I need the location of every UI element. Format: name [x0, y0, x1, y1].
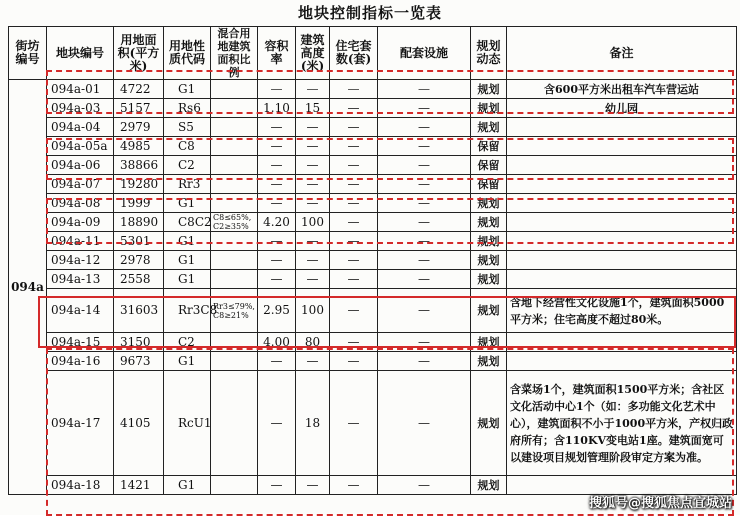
mix-ratio	[211, 371, 258, 476]
note-value	[507, 333, 737, 352]
plot-area: 4722	[114, 80, 164, 99]
note-value	[507, 194, 737, 213]
plot-area: 18890	[114, 213, 164, 232]
plot-code: 094a-06	[47, 156, 114, 175]
use-code: G1	[164, 270, 211, 289]
plot-code: 094a-16	[47, 352, 114, 371]
table-wrapper	[8, 26, 736, 495]
use-code: G1	[164, 194, 211, 213]
far-value: —	[258, 251, 296, 270]
header-plot-code: 地块编号	[47, 27, 114, 80]
far-value: —	[258, 118, 296, 137]
header-units: 住宅套数(套)	[330, 27, 378, 80]
far-value: —	[258, 270, 296, 289]
mix-ratio	[211, 333, 258, 352]
header-area: 用地面积(平方米)	[114, 27, 164, 80]
plot-code: 094a-08	[47, 194, 114, 213]
mix-ratio	[211, 194, 258, 213]
mix-ratio	[211, 476, 258, 495]
mix-ratio	[211, 118, 258, 137]
plot-code: 094a-07	[47, 175, 114, 194]
status-value: 规划	[471, 333, 507, 352]
note-value: 含菜场1个，建筑面积1500平方米；含社区文化活动中心1个（如：多功能文化艺术中心），建筑面积不小于1000平方米，产权归政府所有；含110KV变电站1座。建筑面宽可以建设项目规划管理阶段审定方案为准。	[507, 371, 737, 476]
units-value: —	[330, 99, 378, 118]
facilities-value: —	[378, 137, 471, 156]
table-row	[9, 289, 737, 333]
status-value: 规划	[471, 352, 507, 371]
height-value: —	[296, 251, 330, 270]
header-far: 容积率	[258, 27, 296, 80]
height-value: 18	[296, 371, 330, 476]
units-value: —	[330, 352, 378, 371]
mix-ratio	[211, 352, 258, 371]
mix-ratio	[211, 175, 258, 194]
table-row	[9, 194, 737, 213]
plot-code: 094a-15	[47, 333, 114, 352]
facilities-value: —	[378, 251, 471, 270]
units-value: —	[330, 118, 378, 137]
height-value: —	[296, 270, 330, 289]
use-code: Rr3C8	[164, 289, 211, 333]
status-value: 保留	[471, 175, 507, 194]
status-value: 规划	[471, 371, 507, 476]
status-value: 规划	[471, 194, 507, 213]
units-value: —	[330, 194, 378, 213]
plot-code: 094a-14	[47, 289, 114, 333]
height-value: —	[296, 175, 330, 194]
plot-area: 9673	[114, 352, 164, 371]
units-value: —	[330, 232, 378, 251]
table-body	[9, 80, 737, 495]
header-district: 街坊编号	[9, 27, 47, 80]
status-value: 规划	[471, 232, 507, 251]
plot-area: 2558	[114, 270, 164, 289]
facilities-value: —	[378, 194, 471, 213]
use-code: C2	[164, 156, 211, 175]
plot-area: 4105	[114, 371, 164, 476]
header-row	[9, 27, 737, 80]
header-note: 备注	[507, 27, 737, 80]
table-row	[9, 270, 737, 289]
mix-ratio	[211, 99, 258, 118]
far-value: —	[258, 156, 296, 175]
mix-ratio: C8≤65%, C2≥35%	[211, 213, 258, 232]
use-code: Rs6	[164, 99, 211, 118]
height-value: 100	[296, 289, 330, 333]
facilities-value: —	[378, 156, 471, 175]
note-value	[507, 175, 737, 194]
plot-area: 4985	[114, 137, 164, 156]
plot-area: 5301	[114, 232, 164, 251]
header-facilities: 配套设施	[378, 27, 471, 80]
plot-area: 3150	[114, 333, 164, 352]
note-value	[507, 232, 737, 251]
use-code: C8C2	[164, 213, 211, 232]
status-value: 规划	[471, 213, 507, 232]
use-code: G1	[164, 80, 211, 99]
far-value: —	[258, 476, 296, 495]
far-value: —	[258, 80, 296, 99]
use-code: G1	[164, 251, 211, 270]
plot-area: 1421	[114, 476, 164, 495]
units-value: —	[330, 371, 378, 476]
plot-code: 094a-09	[47, 213, 114, 232]
use-code: G1	[164, 232, 211, 251]
units-value: —	[330, 476, 378, 495]
facilities-value: —	[378, 80, 471, 99]
control-index-table	[8, 26, 737, 495]
table-row	[9, 352, 737, 371]
facilities-value: —	[378, 118, 471, 137]
facilities-value: —	[378, 371, 471, 476]
plot-area: 2978	[114, 251, 164, 270]
plot-code: 094a-04	[47, 118, 114, 137]
table-title: 地块控制指标一览表	[297, 4, 442, 22]
units-value: —	[330, 270, 378, 289]
plot-code: 094a-12	[47, 251, 114, 270]
table-row	[9, 371, 737, 476]
note-value	[507, 137, 737, 156]
height-value: 80	[296, 333, 330, 352]
plot-area: 1999	[114, 194, 164, 213]
note-value: 含地下经营性文化设施1个，建筑面积5000平方米；住宅高度不超过80米。	[507, 289, 737, 333]
status-value: 保留	[471, 137, 507, 156]
plot-code: 094a-18	[47, 476, 114, 495]
status-value: 保留	[471, 156, 507, 175]
far-value: 4.20	[258, 213, 296, 232]
plot-code: 094a-01	[47, 80, 114, 99]
table-row	[9, 251, 737, 270]
table-row	[9, 99, 737, 118]
plot-area: 5157	[114, 99, 164, 118]
plot-code: 094a-05a	[47, 137, 114, 156]
facilities-value: —	[378, 99, 471, 118]
mix-ratio: Rr3≤79%, C8≥21%	[211, 289, 258, 333]
mix-ratio	[211, 232, 258, 251]
note-value: 含600平方米出租车汽车营运站	[507, 80, 737, 99]
units-value: —	[330, 333, 378, 352]
table-row	[9, 137, 737, 156]
height-value: —	[296, 137, 330, 156]
use-code: Rr3	[164, 175, 211, 194]
note-value	[507, 352, 737, 371]
far-value: —	[258, 232, 296, 251]
facilities-value: —	[378, 289, 471, 333]
header-height: 建筑高度(米)	[296, 27, 330, 80]
status-value: 规划	[471, 270, 507, 289]
far-value: —	[258, 175, 296, 194]
units-value: —	[330, 137, 378, 156]
height-value: —	[296, 232, 330, 251]
mix-ratio	[211, 270, 258, 289]
mix-ratio	[211, 251, 258, 270]
plot-code: 094a-17	[47, 371, 114, 476]
status-value: 规划	[471, 289, 507, 333]
facilities-value: —	[378, 333, 471, 352]
facilities-value: —	[378, 270, 471, 289]
far-value: —	[258, 352, 296, 371]
note-value	[507, 270, 737, 289]
height-value: —	[296, 80, 330, 99]
facilities-value: —	[378, 352, 471, 371]
height-value: —	[296, 476, 330, 495]
table-row	[9, 156, 737, 175]
mix-ratio	[211, 156, 258, 175]
header-status: 规划动态	[471, 27, 507, 80]
district-cell: 094a	[9, 80, 47, 495]
height-value: —	[296, 352, 330, 371]
plot-area: 38866	[114, 156, 164, 175]
facilities-value: —	[378, 213, 471, 232]
note-value	[507, 156, 737, 175]
height-value: —	[296, 156, 330, 175]
units-value: —	[330, 175, 378, 194]
use-code: G1	[164, 352, 211, 371]
height-value: —	[296, 118, 330, 137]
height-value: —	[296, 194, 330, 213]
facilities-value: —	[378, 476, 471, 495]
plot-area: 2979	[114, 118, 164, 137]
note-value	[507, 118, 737, 137]
plot-code: 094a-11	[47, 232, 114, 251]
table-row	[9, 333, 737, 352]
plot-area: 19280	[114, 175, 164, 194]
status-value: 规划	[471, 118, 507, 137]
table-row	[9, 175, 737, 194]
units-value: —	[330, 251, 378, 270]
facilities-value: —	[378, 232, 471, 251]
table-row	[9, 232, 737, 251]
far-value: 1.10	[258, 99, 296, 118]
use-code: C2	[164, 333, 211, 352]
header-use-code: 用地性质代码	[164, 27, 211, 80]
status-value: 规划	[471, 80, 507, 99]
mix-ratio	[211, 137, 258, 156]
plot-code: 094a-03	[47, 99, 114, 118]
units-value: —	[330, 213, 378, 232]
status-value: 规划	[471, 99, 507, 118]
watermark: 搜狐号@搜狐焦点宜城站	[588, 496, 732, 511]
use-code: S5	[164, 118, 211, 137]
mix-ratio	[211, 80, 258, 99]
plot-area: 31603	[114, 289, 164, 333]
far-value: 2.95	[258, 289, 296, 333]
status-value: 规划	[471, 476, 507, 495]
height-value: 100	[296, 213, 330, 232]
use-code: G1	[164, 476, 211, 495]
note-value	[507, 213, 737, 232]
units-value: —	[330, 156, 378, 175]
far-value: —	[258, 194, 296, 213]
facilities-value: —	[378, 175, 471, 194]
use-code: RcU1	[164, 371, 211, 476]
note-value: 幼儿园	[507, 99, 737, 118]
table-row	[9, 213, 737, 232]
note-value	[507, 251, 737, 270]
far-value: 4.00	[258, 333, 296, 352]
far-value: —	[258, 371, 296, 476]
units-value: —	[330, 289, 378, 333]
table-row	[9, 80, 737, 99]
height-value: 15	[296, 99, 330, 118]
far-value: —	[258, 137, 296, 156]
header-mix-ratio: 混合用地建筑面积比例	[211, 27, 258, 80]
plot-code: 094a-13	[47, 270, 114, 289]
units-value: —	[330, 80, 378, 99]
use-code: C8	[164, 137, 211, 156]
status-value: 规划	[471, 251, 507, 270]
table-row	[9, 118, 737, 137]
